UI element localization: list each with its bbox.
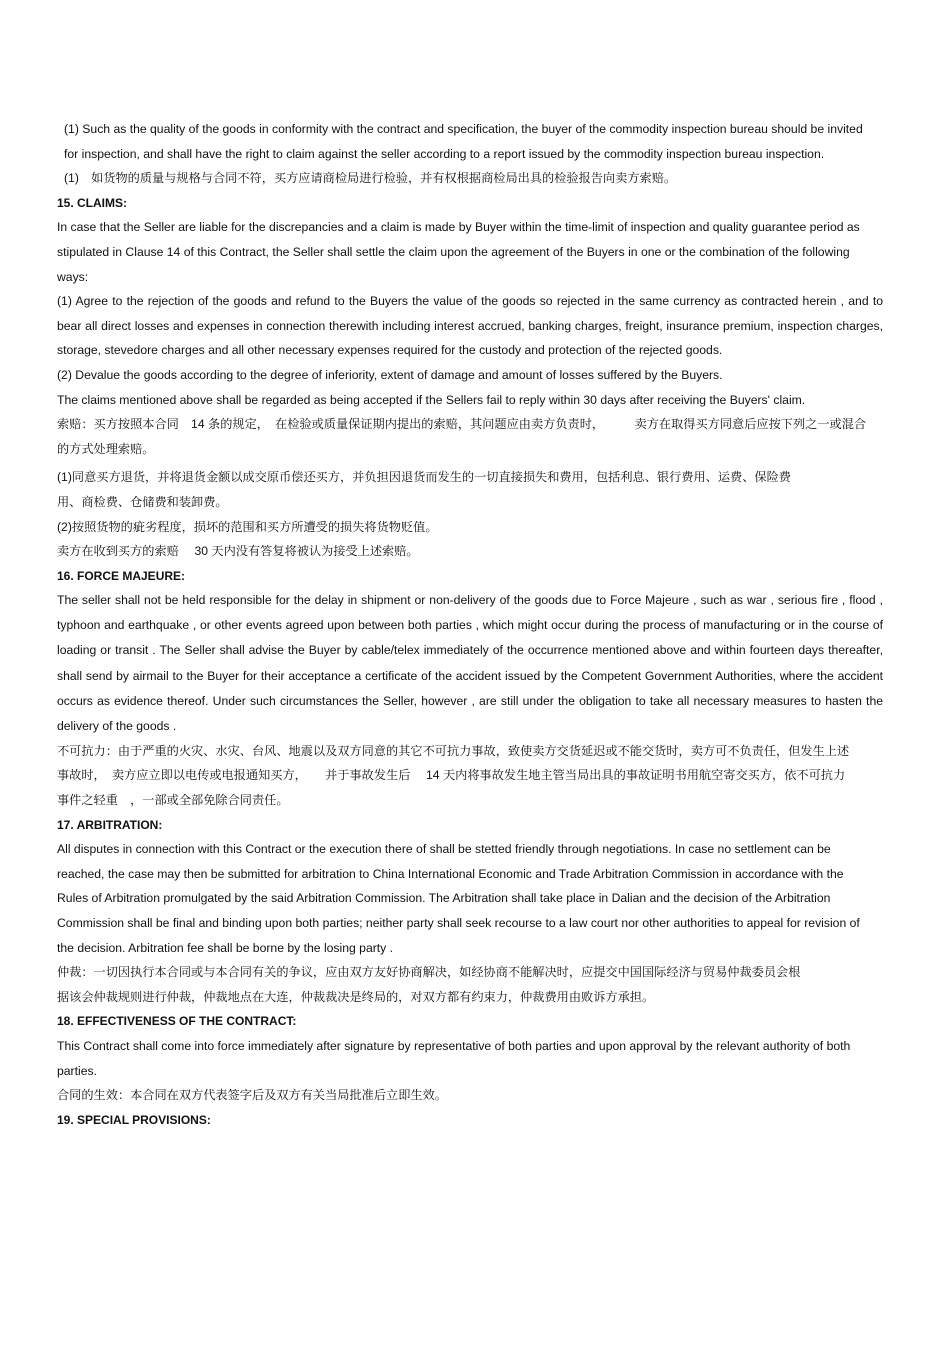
- contract-page: [57, 117, 883, 1132]
- arbitration-heading: 17. ARBITRATION:: [57, 817, 163, 832]
- claims-chinese-item1: (1)同意买方退货，并将退货金额以成交原币偿还买方，并负担因退货而发生的一切直接损失和费用，包括利息、银行费用、运费、保险费用、商检费、仓储费和装卸费。: [57, 470, 791, 509]
- claims-note-text: The claims mentioned above shall be regarded as being accepted if the Sellers fail to reply within 30 days after receiving the Buyers' claim.: [57, 392, 806, 407]
- arbitration-chinese-text: 仲裁：一切因执行本合同或与本合同有关的争议，应由双方友好协商解决，如经协商不能解决时，应提交中国国际经济与贸易仲裁委员会根据该会仲裁规则进行仲裁，仲裁地点在大连，仲裁裁决是终局的，对双方都有约束力，仲裁费用由败诉方承担。: [57, 965, 801, 1004]
- force-majeure-english-text: The seller shall not be held responsible for the delay in shipment or non-delivery of the goods due to Force Majeure , such as war , serious fire , flood , typhoon and earthquake , or other events agreed upon between both parties , which might occur during the process of manufacturing or in the course of loading or transit . The Seller shall advise the Buyer by cable/telex immediately of the occurrence mentioned above and within fourteen days thereafter, shall send by airmail to the Buyer for their acceptance a certificate of the accident issued by the Competent Government Authorities, where the accident occurs as evidence thereof. Under such circumstances the Seller, however , are still under the obligation to take all necessary measures to hasten the delivery of the goods .: [57, 593, 883, 733]
- claims-item2-text: (2) Devalue the goods according to the degree of inferiority, extent of damage and amount of losses suffered by the Buyers.: [57, 367, 723, 382]
- claims-chinese-note: 卖方在收到买方的索赔 30 天内没有答复将被认为接受上述索赔。: [57, 544, 419, 559]
- claims-item1-text: (1) Agree to the rejection of the goods and refund to the Buyers the value of the goods so rejected in the same currency as contracted herein , and to bear all direct losses and expenses in connection therewith including interest accrued, banking charges, freight, insurance premium, inspection charges, storage, stevedore charges and all other necessary expenses required for the custody and protection of the rejected goods.: [57, 294, 883, 358]
- clause14-chinese-text: (1) 如货物的质量与规格与合同不符，买方应请商检局进行检验，并有权根据商检局出具的检验报告向卖方索赔。: [64, 171, 677, 186]
- special-provisions-heading: 19. SPECIAL PROVISIONS:: [57, 1112, 211, 1127]
- claims-intro-text: In case that the Seller are liable for the discrepancies and a claim is made by Buyer within the time-limit of inspection and quality guarantee period as stipulated in Clause 14 of this Contract, the Seller shall settle the claim upon the agreement of the Buyers in one or the combination of the following ways:: [57, 220, 860, 284]
- force-majeure-chinese-text: 不可抗力：由于严重的火灾、水灾、台风、地震以及双方同意的其它不可抗力事故，致使卖方交货延迟或不能交货时，卖方可不负责任，但发生上述事故时， 卖方应立即以电传或电报通知买方， 并于事故发生后 14 天内将事故发生地主管当局出具的事故证明书用航空寄交买方，依不可抗力事件之轻重 ，一部或全部免除合同责任。: [57, 743, 850, 808]
- arbitration-english-text: All disputes in connection with this Contract or the execution there of shall be stetted friendly through negotiations. In case no settlement can be reached, the case may then be submitted for arbitration to China International Economic and Trade Arbitration Commission in accordance with the Rules of Arbitration promulgated by the said Arbitration Commission. The Arbitration shall take place in Dalian and the decision of the Arbitration Commission shall be final and binding upon both parties; neither party shall seek recourse to a law court nor other authorities to appeal for revision of the decision. Arbitration fee shall be borne by the losing party .: [57, 842, 860, 955]
- clause14-english-text: (1) Such as the quality of the goods in conformity with the contract and specification, the buyer of the commodity inspection bureau should be invited for inspection, and shall have the right to claim against the seller according to a report issued by the commodity inspection bureau inspection.: [64, 122, 863, 161]
- claims-heading: 15. CLAIMS:: [57, 195, 128, 210]
- force-majeure-heading: 16. FORCE MAJEURE:: [57, 568, 186, 583]
- effectiveness-chinese-text: 合同的生效：本合同在双方代表签字后及双方有关当局批准后立即生效。: [57, 1088, 447, 1103]
- claims-chinese-item2: (2)按照货物的疵劣程度，损坏的范围和买方所遭受的损失将货物贬值。: [57, 519, 438, 534]
- effectiveness-heading: 18. EFFECTIVENESS OF THE CONTRACT:: [57, 1014, 297, 1029]
- claims-chinese-intro: 索赔：买方按照本合同 14 条的规定， 在检验或质量保证期内提出的索赔，其问题应由卖方负责时， 卖方在取得买方同意后应按下列之一或混合的方式处理索赔。: [57, 417, 867, 456]
- effectiveness-english-text: This Contract shall come into force immediately after signature by representative of both parties and upon approval by the relevant authority of both parties.: [57, 1038, 851, 1078]
